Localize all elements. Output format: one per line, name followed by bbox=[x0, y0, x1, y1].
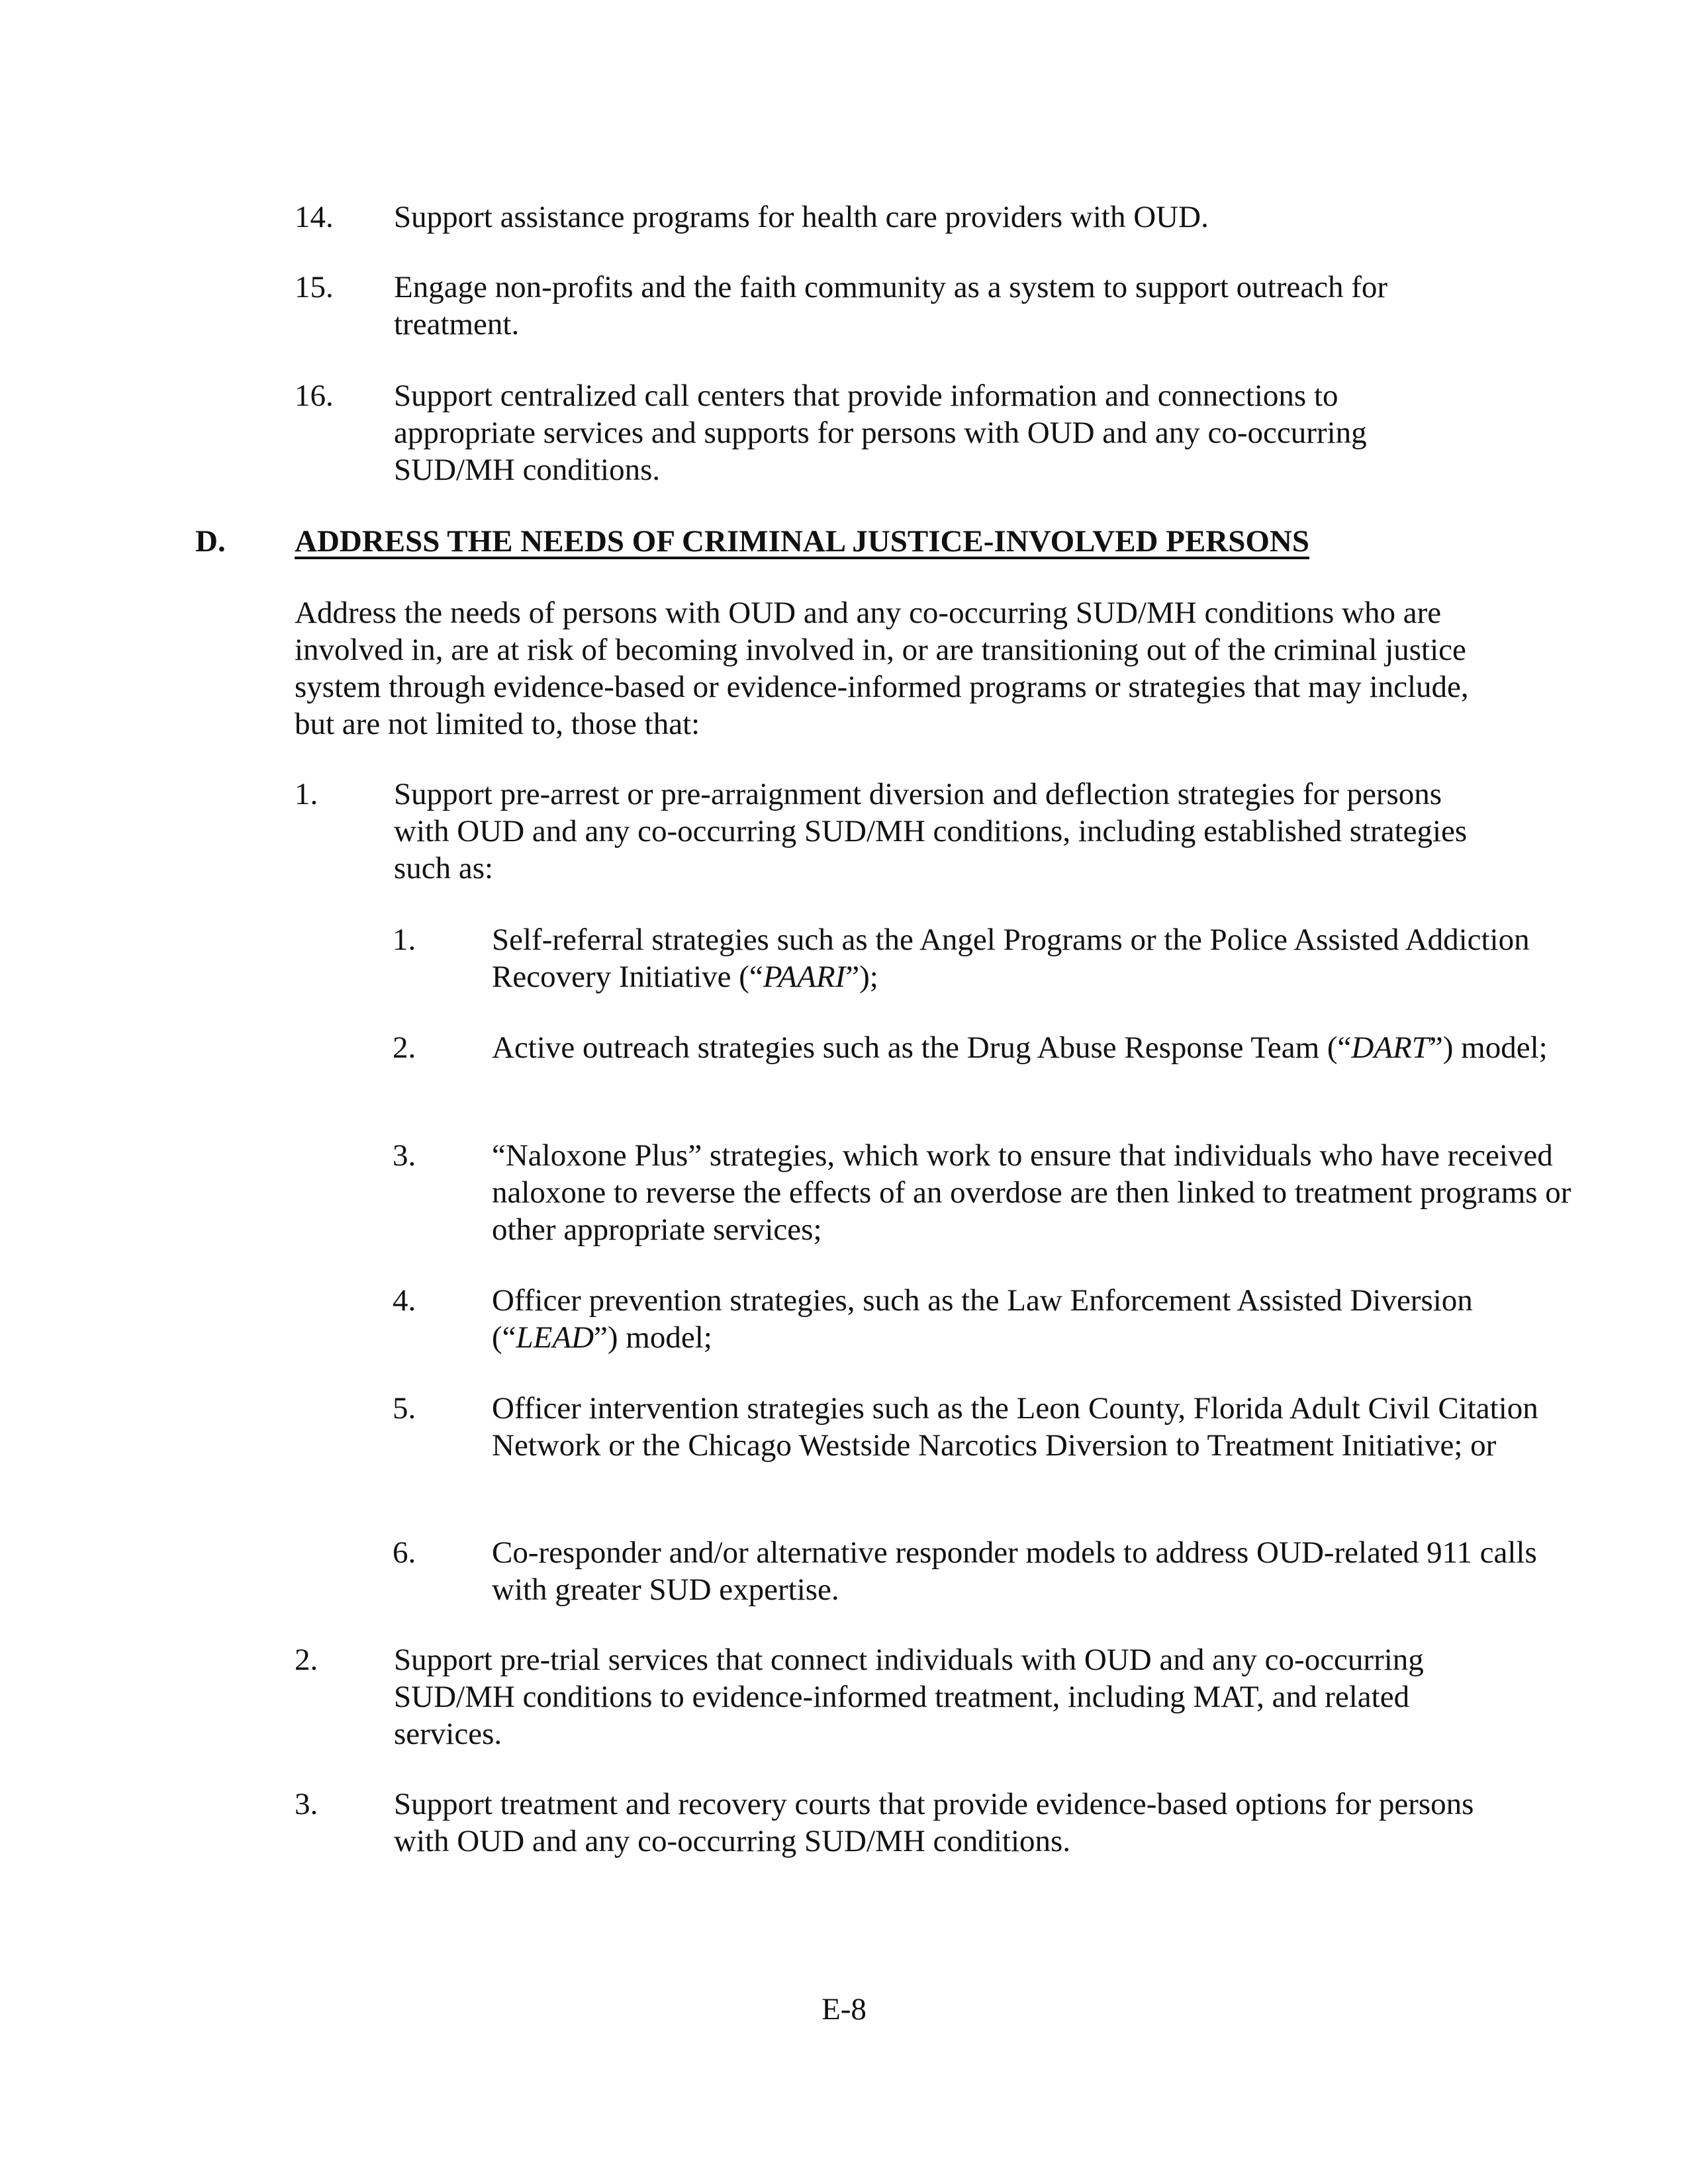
sub-item-number: 2. bbox=[393, 1030, 416, 1065]
acronym: LEAD bbox=[516, 1320, 594, 1355]
sub-item-text: Self-referral strategies such as the Angel Programs or the Police Assisted Addiction Recovery Initiative (“PAARI”); bbox=[492, 923, 1530, 994]
sub-item-number: 5. bbox=[393, 1391, 416, 1426]
list-item-text: Support pre-trial services that connect individuals with OUD and any co-occurring SUD/MH conditions to evidence-informed treatment, including MAT, and related services. bbox=[394, 1643, 1424, 1751]
sub-item-text: Officer prevention strategies, such as the Law Enforcement Assisted Diversion (“LEAD”) model; bbox=[492, 1283, 1473, 1355]
sub-item-text: Active outreach strategies such as the Drug Abuse Response Team (“DART”) model; bbox=[492, 1030, 1548, 1065]
sub-item-text: Officer intervention strategies such as the Leon County, Florida Adult Civil Citation Network or the Chicago Westside Narcotics Diversion to Treatment Initiative; or bbox=[492, 1391, 1538, 1463]
section-intro: Address the needs of persons with OUD and any co-occurring SUD/MH conditions who are involved in, are at risk of becoming involved in, or are transitioning out of the criminal justice system through evidence-based or evidence-informed programs or strategies that may include, but are not limited to, those that: bbox=[295, 596, 1469, 741]
list-item-number: 16. bbox=[295, 379, 334, 413]
list-item-text: Support assistance programs for health care providers with OUD. bbox=[394, 200, 1209, 234]
acronym: PAARI bbox=[763, 960, 846, 994]
list-item-text: Support centralized call centers that provide information and connections to appropriate services and supports for persons with OUD and any co-occurring SUD/MH conditions. bbox=[394, 379, 1367, 487]
sub-item-number: 4. bbox=[393, 1283, 416, 1318]
section-letter: D. bbox=[195, 524, 226, 559]
list-item-text: Support treatment and recovery courts that provide evidence-based options for persons with OUD and any co-occurring SUD/MH conditions. bbox=[394, 1787, 1474, 1858]
sub-item-text: Co-responder and/or alternative responder models to address OUD-related 911 calls with greater SUD expertise. bbox=[492, 1535, 1537, 1607]
list-item-text: Engage non-profits and the faith community as a system to support outreach for treatment. bbox=[394, 270, 1388, 341]
list-item-number: 14. bbox=[295, 200, 334, 234]
sub-item-number: 1. bbox=[393, 923, 416, 957]
acronym: DART bbox=[1351, 1030, 1429, 1065]
list-item-number: 2. bbox=[295, 1643, 318, 1677]
list-item-number: 15. bbox=[295, 270, 334, 304]
list-item-text: Support pre-arrest or pre-arraignment diversion and deflection strategies for persons with OUD and any co-occurring SUD/MH conditions, including established strategies such as: bbox=[394, 777, 1468, 886]
list-item-number: 1. bbox=[295, 777, 318, 811]
section-title: ADDRESS THE NEEDS OF CRIMINAL JUSTICE-INVOLVED PERSONS bbox=[295, 524, 1310, 559]
sub-item-number: 6. bbox=[393, 1535, 416, 1570]
list-item-number: 3. bbox=[295, 1787, 318, 1821]
sub-item-text: “Naloxone Plus” strategies, which work to ensure that individuals who have received naloxone to reverse the effects of an overdose are then linked to treatment programs or other appropriate services; bbox=[492, 1138, 1571, 1247]
page-number: E-8 bbox=[821, 1992, 867, 2026]
sub-item-number: 3. bbox=[393, 1138, 416, 1173]
